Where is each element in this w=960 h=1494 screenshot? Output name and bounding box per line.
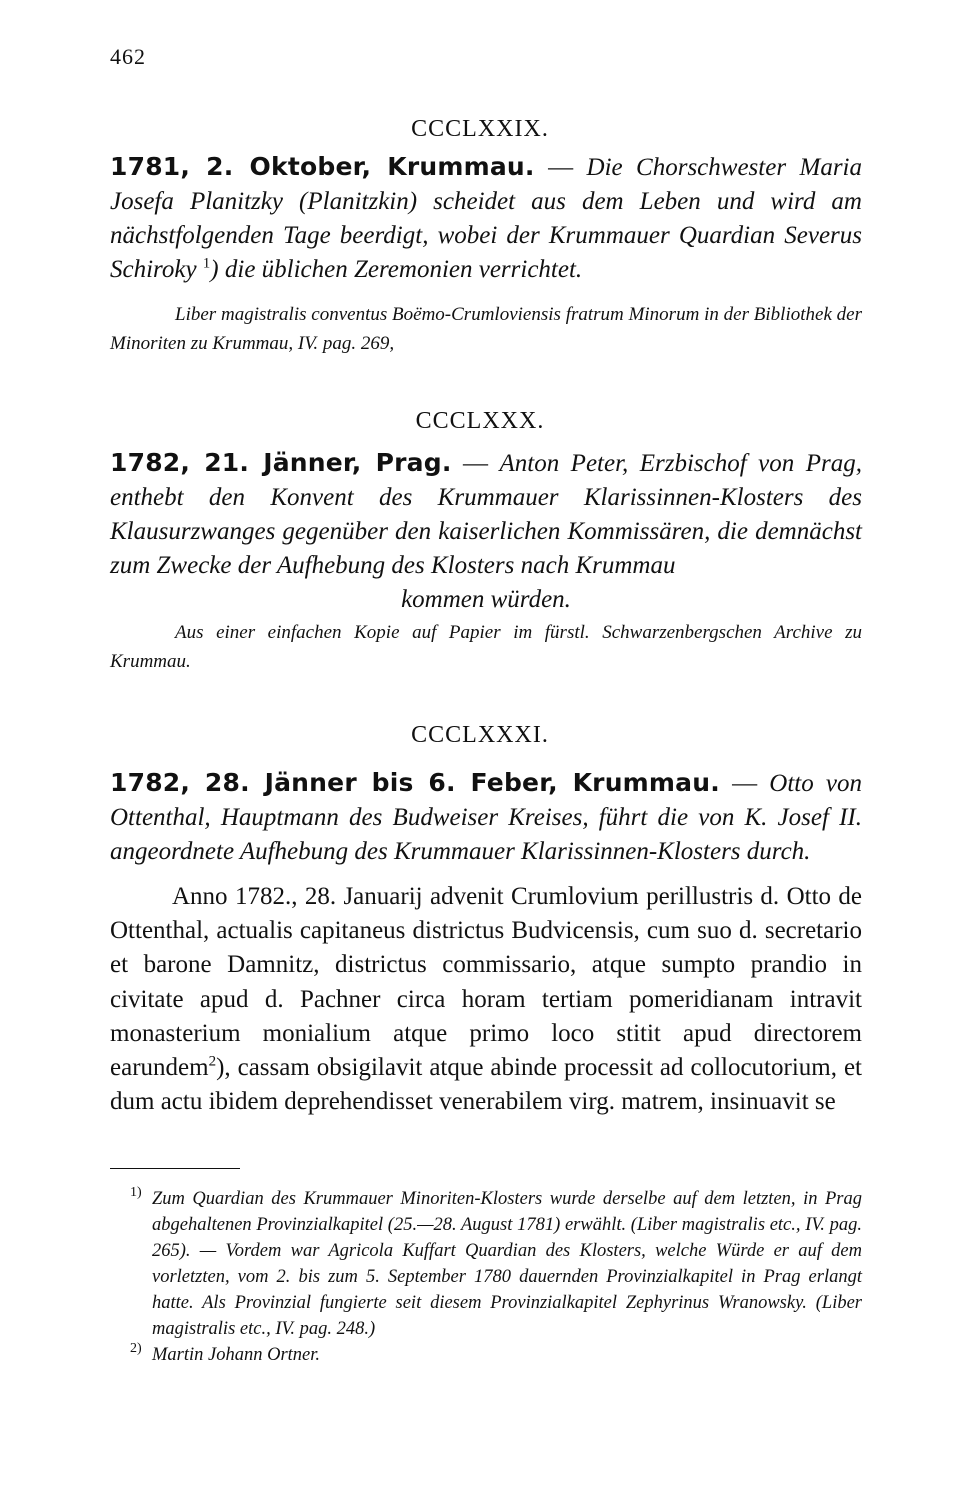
entry-regest-ccclxxxi <box>110 766 862 869</box>
footnote-divider <box>110 1168 240 1169</box>
entry-dash: — <box>451 450 500 477</box>
latin-text-b: ), cassam obsigilavit atque abinde processit ad collocutorium, et dum actu ibidem deprehendisset venerabilem virg. matrem, insinuavit se <box>110 1054 862 1116</box>
entry-source-ccclxxx <box>110 618 862 676</box>
entry-heading-ccclxxx: CCCLXXX. <box>415 408 545 434</box>
entry-regest-ccclxxx <box>110 446 862 617</box>
entry-heading-ccclxxxi: CCCLXXXI. <box>411 722 549 748</box>
source-citation: Aus einer einfachen Kopie auf Papier im fürstl. Schwarzenbergschen Archive zu Krummau. <box>110 622 862 672</box>
footnote-ref: 1 <box>202 255 211 272</box>
latin-paragraph <box>110 880 862 1119</box>
footnote-mark: 1) <box>130 1185 142 1200</box>
entry-summary: Anton Peter, Erzbischof von Prag, enthebt den Konvent des Krummauer Klarissinnen-Klosters des Klausurzwanges gegenüber den kaiserlichen Kommissären, die demnächst zum Zwecke der Aufhebung des Klosters nach Krummau <box>110 450 862 579</box>
footnote-ref: 2 <box>208 1053 217 1070</box>
entry-dash: — <box>719 770 770 797</box>
entry-date-place: 1782, 28. Jänner bis 6. Feber, Krummau. <box>110 768 720 797</box>
footnote-2 <box>110 1342 862 1368</box>
entry-summary-last-line: kommen würden. <box>401 586 571 613</box>
footnote-mark: 2) <box>130 1341 142 1356</box>
footnote-text: Martin Johann Ortner. <box>152 1345 321 1365</box>
source-citation: Liber magistralis conventus Boëmo-Crumloviensis fratrum Minorum in der Bibliothek der Minoriten zu Krummau, IV. pag. 269, <box>110 304 862 354</box>
latin-text-a: Anno 1782., 28. Januarij advenit Crumlovium perillustris d. Otto de Ottenthal, actualis capitaneus districtus Budvicensis, cum suo d. secretario et barone Damnitz, districtus commissario, atque sumpto prandio in civitate apud d. Pachner circa horam tertiam pomeridianam intravit monasterium monialium atque primo loco stitit apud directorem earundem <box>110 883 862 1082</box>
entry-summary: Die Chorschwester Maria Josefa Planitzky (Planitzkin) scheidet aus dem Leben und wird am nächstfolgenden Tage beerdigt, wobei der Krummauer Quardian Severus Schiroky <box>110 154 862 283</box>
entry-summary: Otto von Ottenthal, Hauptmann des Budweiser Kreises, führt die von K. Josef II. angeordnete Aufhebung des Krummauer Klarissinnen-Klosters durch. <box>110 770 863 865</box>
entry-heading-ccclxxix: CCCLXXIX. <box>411 116 549 142</box>
document-body-latin <box>110 880 862 1119</box>
page-number: 462 <box>110 44 146 69</box>
entry-dash: — <box>534 154 587 181</box>
entry-date-place: 1782, 21. Jänner, Prag. <box>110 448 452 477</box>
footnote-1 <box>110 1186 862 1342</box>
footnotes <box>110 1186 862 1368</box>
entry-date-place: 1781, 2. Oktober, Krummau. <box>110 152 535 181</box>
entry-source-ccclxxix <box>110 300 862 358</box>
footnote-text: Zum Quardian des Krummauer Minoriten-Klosters wurde derselbe auf dem letzten, in Prag abgehaltenen Provinzialkapitel (25.—28. August 1781) erwählt. (Liber magistralis etc., IV. pag. 265). — Vordem war Agricola Kuffart Quardian des Klosters, welche Würde er auf dem vorletzten, vom 2. bis zum 5. September 1780 dauernden Provinzialkapitel in Prag erlangt hatte. Als Provinzial fungierte seit diesem Provinzialkapitel Zephyrinus Wranowsky. (Liber magistralis etc., IV. pag. 248.) <box>152 1189 862 1339</box>
entry-regest-ccclxxix <box>110 150 862 287</box>
entry-summary-end: ) die üblichen Zeremonien verrichtet. <box>210 256 583 283</box>
